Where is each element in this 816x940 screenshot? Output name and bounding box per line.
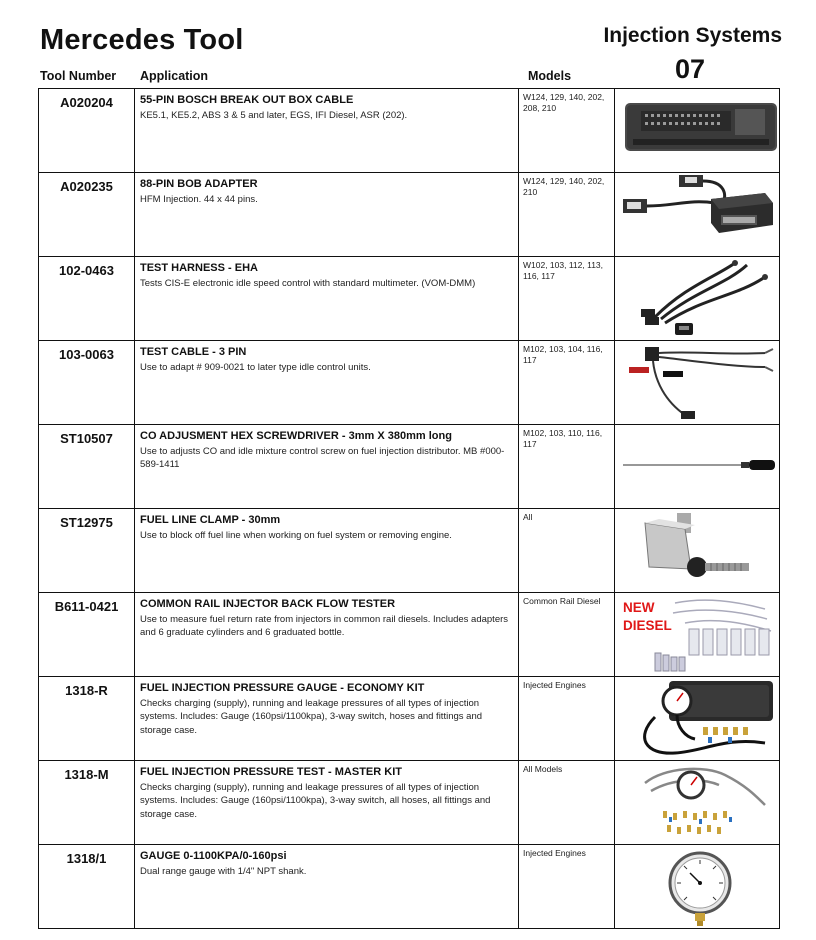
product-image-cell: [615, 677, 780, 761]
tool-title: COMMON RAIL INJECTOR BACK FLOW TESTER: [140, 598, 396, 610]
tool-description: Dual range gauge with 1/4" NPT shank.: [140, 866, 307, 877]
tool-title: CO ADJUSMENT HEX SCREWDRIVER - 3mm X 380mm long: [140, 430, 452, 442]
models-cell: W102, 103, 112, 113, 116, 117: [519, 257, 615, 341]
gauge-master-kit-image: [615, 761, 778, 843]
tool-description: Use to adapt # 909-0021 to later type idle control units.: [140, 362, 371, 373]
models-cell: M102, 103, 110, 116, 117: [519, 425, 615, 509]
product-image-cell: [615, 761, 780, 845]
table-row: [39, 845, 780, 929]
tool-title: FUEL LINE CLAMP - 30mm: [140, 514, 281, 526]
table-row: [39, 89, 780, 173]
tool-number: ST12975: [39, 509, 135, 593]
tool-number: A020235: [39, 173, 135, 257]
tool-title: FUEL INJECTION PRESSURE GAUGE - ECONOMY KIT: [140, 682, 425, 694]
column-header-tool-number: Tool Number: [40, 69, 117, 83]
tool-description: HFM Injection. 44 x 44 pins.: [140, 194, 258, 205]
product-image-cell: [615, 341, 780, 425]
tool-description: KE5.1, KE5.2, ABS 3 & 5 and later, EGS, IFI Diesel, ASR (202).: [140, 110, 408, 121]
hex-screwdriver-image: [615, 425, 778, 507]
product-image-cell: [615, 173, 780, 257]
models-cell: M102, 103, 104, 116, 117: [519, 341, 615, 425]
tool-description: Use to adjusts CO and idle mixture control screw on fuel injection distributor. MB #000-589-1411: [140, 446, 505, 471]
tool-description: Tests CIS-E electronic idle speed control with standard multimeter. (VOM-DMM): [140, 278, 476, 289]
tool-number: ST10507: [39, 425, 135, 509]
column-header-application: Application: [140, 69, 209, 83]
tool-number: A020204: [39, 89, 135, 173]
application-cell: [135, 425, 519, 509]
table-row: [39, 173, 780, 257]
test-harness-image: [615, 257, 778, 339]
models-cell: All Models: [519, 761, 615, 845]
section-title: Injection Systems: [603, 24, 782, 47]
application-cell: [135, 677, 519, 761]
table-row: [39, 509, 780, 593]
tool-number: B611-0421: [39, 593, 135, 677]
application-cell: [135, 761, 519, 845]
application-cell: [135, 593, 519, 677]
fuel-line-clamp-image: [615, 509, 778, 591]
models-cell: W124, 129, 140, 202, 208, 210: [519, 89, 615, 173]
gauge-economy-kit-image: [615, 677, 778, 759]
table-row: [39, 257, 780, 341]
product-image-cell: [615, 257, 780, 341]
tool-title: GAUGE 0-1100KPA/0-160psi: [140, 850, 287, 862]
tool-number: 1318-M: [39, 761, 135, 845]
tool-description: Checks charging (supply), running and leakage pressures of all types of injection systems. Includes: Gauge (160psi/1100kpa), 3-way switch, hoses and fittings and storage case.: [140, 698, 483, 736]
tool-title: FUEL INJECTION PRESSURE TEST - MASTER KIT: [140, 766, 402, 778]
table-row: [39, 593, 780, 677]
application-cell: [135, 341, 519, 425]
tool-title: 88-PIN BOB ADAPTER: [140, 178, 258, 190]
pressure-gauge-image: [615, 845, 778, 927]
application-cell: [135, 257, 519, 341]
brand-title: Mercedes Tool: [40, 24, 244, 56]
models-cell: W124, 129, 140, 202, 210: [519, 173, 615, 257]
models-cell: Injected Engines: [519, 845, 615, 929]
tool-number: 1318/1: [39, 845, 135, 929]
new-diesel-badge: [623, 599, 672, 635]
product-image-cell: [615, 593, 780, 677]
tool-description: Use to measure fuel return rate from injectors in common rail diesels. Includes adapters and 6 graduate cylinders and 6 graduated bottle.: [140, 614, 509, 639]
breakout-box-cable-image: [615, 89, 778, 171]
test-cable-clips-image: [615, 341, 778, 423]
product-image-cell: [615, 425, 780, 509]
table-row: [39, 677, 780, 761]
tool-title: 55-PIN BOSCH BREAK OUT BOX CABLE: [140, 94, 354, 106]
models-cell: Injected Engines: [519, 677, 615, 761]
badge-line-new: NEW: [623, 600, 655, 615]
application-cell: [135, 509, 519, 593]
tool-description: Use to block off fuel line when working on fuel system or removing engine.: [140, 530, 452, 541]
product-image-cell: [615, 845, 780, 929]
application-cell: [135, 89, 519, 173]
tool-title: TEST CABLE - 3 PIN: [140, 346, 247, 358]
column-header-models: Models: [528, 69, 572, 83]
application-cell: [135, 173, 519, 257]
bob-adapter-image: [615, 173, 778, 255]
badge-line-diesel: DIESEL: [623, 618, 672, 634]
application-cell: [135, 845, 519, 929]
table-row: [39, 341, 780, 425]
tool-description: Checks charging (supply), running and leakage pressures of all types of injection systems. Includes: Gauge (160psi/1100kpa), 3-way switch, all hoses, all fittings and storage case.: [140, 782, 491, 820]
tool-catalog-table: [38, 88, 780, 929]
tool-title: TEST HARNESS - EHA: [140, 262, 258, 274]
tool-number: 103-0063: [39, 341, 135, 425]
models-cell: All: [519, 509, 615, 593]
tool-number: 102-0463: [39, 257, 135, 341]
tool-number: 1318-R: [39, 677, 135, 761]
section-number: 07: [675, 54, 706, 84]
table-row: [39, 761, 780, 845]
product-image-cell: [615, 89, 780, 173]
table-row: [39, 425, 780, 509]
product-image-cell: [615, 509, 780, 593]
models-cell: Common Rail Diesel: [519, 593, 615, 677]
